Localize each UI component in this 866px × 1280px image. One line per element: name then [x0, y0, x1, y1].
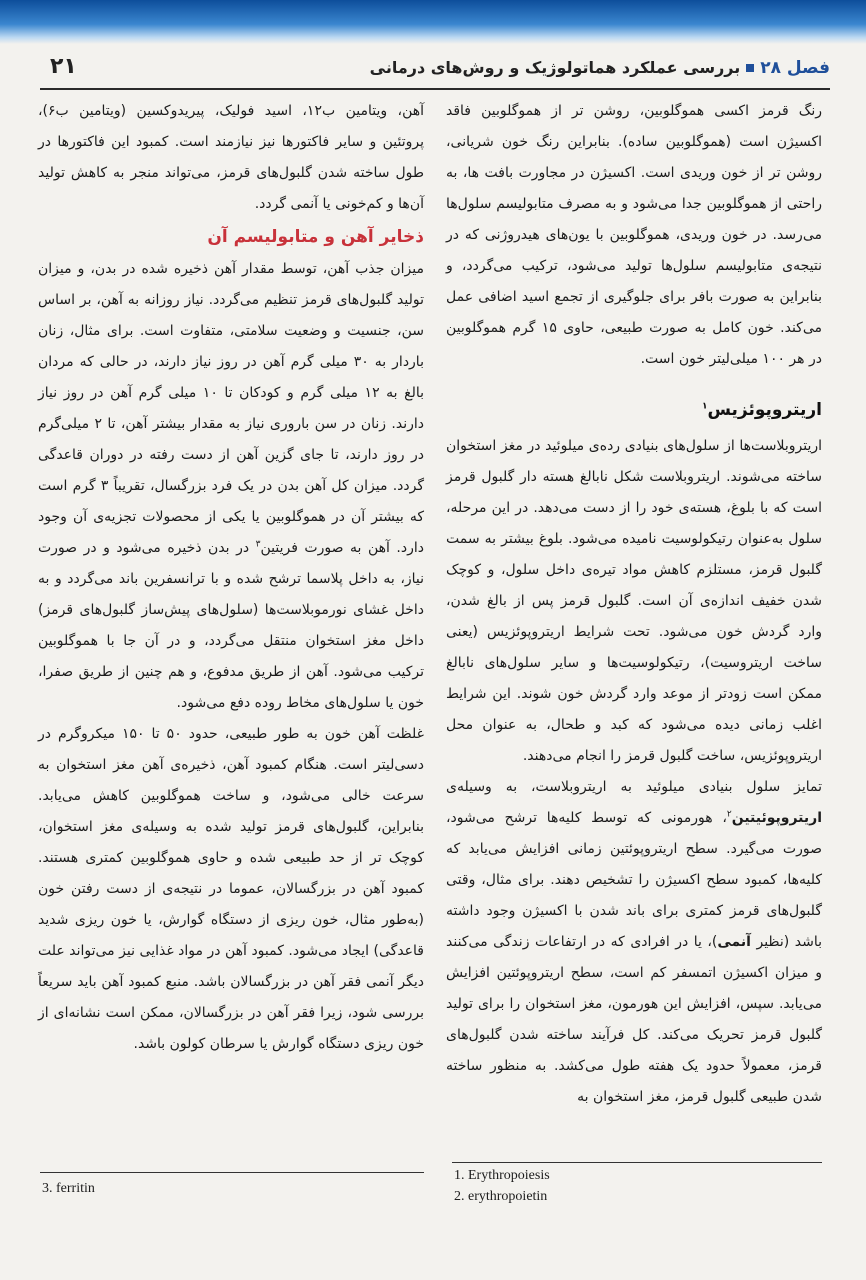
heading-text: اریتروپوئزیس — [707, 400, 822, 420]
paragraph: غلظت آهن خون به طور طبیعی، حدود ۵۰ تا ۱۵۰ میکروگرم در دسی‌لیتر است. هنگام کمبود آهن، ذخیره‌ی آهن مغز استخوان به سرعت خالی می‌شود، و ساخت هموگلوبین کاهش می‌یابد. بنابراین، گلبول‌های قرمز تولید شده به وسیله‌ی مغز استخوان، کوچک تر از حد طبیعی شده و حاوی هموگلوبین کمتری هستند. کمبود آهن در بزرگسالان، عموما در نتیجه‌ی از دست رفتن خون (به‌طور مثال، خون ریزی از دستگاه گوارش، یا خون ریزی شدید قاعدگی) ایجاد می‌شود. کمبود آهن در مواد غذایی نیز می‌تواند علت دیگر آنمی فقر آهن در بزرگسالان باشد. منبع کمبود آهن باید سریعاً بررسی شود، زیرا فقر آهن در بزرگسالان، ممکن است نشانه‌ای از خون ریزی دستگاه گوارش یا سرطان کولون باشد. — [38, 726, 424, 1052]
page-header — [40, 52, 830, 90]
paragraph: آهن، ویتامین ب۱۲، اسید فولیک، پیریدوکسین (ویتامین ب۶)، پروتئین و سایر فاکتورها نیز نیازمند است. کمبود این فاکتورها در طول ساخته شدن گلبول‌های قرمز، می‌تواند منجر به کاهش تولید آن‌ها و کم‌خونی یا آنمی گردد. — [38, 103, 424, 212]
chapter-label: فصل ۲۸ — [760, 58, 830, 78]
footnotes-left — [42, 1178, 95, 1199]
section-heading-iron-stores: ذخایر آهن و متابولیسم آن — [207, 227, 424, 247]
footnote-ref: ۲ — [726, 809, 732, 820]
footnote: 2. erythropoietin — [454, 1189, 548, 1204]
paragraph — [446, 772, 822, 1113]
paragraph — [38, 254, 424, 719]
footnote-ref: ۳ — [255, 539, 261, 550]
term-anemia: آنمی — [717, 934, 751, 950]
chapter-title: بررسی عملکرد هماتولوژیک و روش‌های درمانی — [369, 58, 741, 77]
footnote-ref: ۱ — [702, 401, 708, 412]
footnotes-right — [454, 1165, 550, 1207]
paragraph: رنگ قرمز اکسی هموگلوبین، روشن تر از هموگلوبین فاقد اکسیژن است (هموگلوبین ساده). بنابراین رنگ خون شریانی، روشن تر از خون وریدی است. اکسیژن در مجاورت بافت ها، به راحتی از هموگلوبین جدا می‌شود و به مصرف متابولیسم سلول‌ها می‌رسد. در خون وریدی، هموگلوبین با یون‌های هیدروژنی که در نتیجه‌ی متابولیسم سلول‌ها تولید می‌شود، ترکیب می‌گردد، و بنابراین به صورت بافر برای جلوگیری از تجمع اسید اضافی عمل می‌کند. خون کامل به صورت طبیعی، حاوی ۱۵ گرم هموگلوبین در هر ۱۰۰ میلی‌لیتر خون است. — [446, 103, 823, 367]
footnote-divider — [40, 1172, 424, 1173]
left-column — [38, 96, 424, 1060]
text-run: )، یا در افرادی که در ارتفاعات زندگی می‌کنند و میزان اکسیژن اتمسفر کم است، سطح اریتروپوئتین افزایش می‌یابد. سپس، افزایش این هورمون، مغز استخوان را برای تولید گلبول قرمز تحریک می‌کند. کل فرآیند ساخته شدن گلبول‌های قرمز، معمولاً حدود یک هفته طول می‌کشد. به منظور ساخته شدن طبیعی گلبول قرمز، مغز استخوان به — [446, 934, 822, 1105]
footnote: 1. Erythropoiesis — [454, 1168, 550, 1183]
text-run: تمایز سلول بنیادی میلوئید به اریتروبلاست، به وسیله‌ی — [446, 779, 822, 795]
chapter-header — [370, 58, 830, 78]
top-color-band — [0, 0, 866, 44]
right-column — [446, 96, 822, 1113]
page-number: ۲۱ — [50, 54, 77, 79]
footnote-divider — [452, 1162, 822, 1163]
text-run: در بدن ذخیره می‌شود و در صورت نیاز، به داخل پلاسما ترشح شده و با ترانسفرین باند می‌گردد و به داخل غشای نورموبلاست‌ها (سلول‌های پیش‌ساز گلبول‌های قرمز) داخل مغز استخوان منتقل می‌گردد، و در آن جا با هموگلوبین ترکیب می‌شود. آهن از طریق مدفوع، و هم چنین از طریق صفرا، خون یا سلول‌های مخاط روده دفع می‌شود. — [38, 540, 424, 711]
text-run: ، هورمونی که توسط کلیه‌ها ترشح می‌شود، صورت می‌گیرد. سطح اریتروپوئتین زمانی افزایش می‌یابد که کلیه‌ها، کمبود سطح اکسیژن را تشخیص دهند. برای مثال، وقتی گلبول‌های قرمز کمتری برای باند شدن با اکسیژن وجود داشته باشد (نظیر — [446, 810, 823, 950]
square-bullet-icon — [746, 64, 754, 72]
section-heading-erythropoiesis — [446, 393, 822, 427]
term-erythropoietin: اریتروپوئیتین — [731, 810, 822, 826]
text-run: میزان جذب آهن، توسط مقدار آهن ذخیره شده در بدن، و میزان تولید گلبول‌های قرمز تنظیم می‌گردد. نیاز روزانه به آهن، بر اساس سن، جنسیت و وضعیت سلامتی، متفاوت است. برای مثال، زنان باردار به ۳۰ میلی گرم آهن در روز نیاز دارند، در حالی که مردان بالغ به ۱۲ میلی گرم و کودکان تا ۱۰ میلی گرم آهن در روز نیاز دارند. زنان در سن باروری نیاز به مقدار بیشتر آهن، تا ۲ میلی‌گرم در روز دارند، تا جای گزین آهن از دست رفته در دوران قاعدگی گردد. میزان کل آهن بدن در یک فرد بزرگسال، تقریباً ۳ گرم است که بیشتر آن در هموگلوبین یا یکی از محصولات تجزیه‌ی آن وجود دارد. آهن به صورت فریتین — [38, 261, 425, 556]
paragraph: اریتروبلاست‌ها از سلول‌های بنیادی رده‌ی میلوئید در مغز استخوان ساخته می‌شوند. اریتروبلاست شکل نابالغ هسته دار گلبول قرمز است که با بلوغ، هسته‌ی خود را از دست می‌دهد. در این مرحله، سلول به‌عنوان رتیکولوسیت نامیده می‌شود. بلوغ بیشتر به سمت گلبول قرمز، مستلزم کاهش مواد تیره‌ی داخل سلول، و کوچک شدن خفیف اندازه‌ی آن است. گلبول قرمز پس از بالغ شدن، وارد گردش خون می‌شود. تحت شرایط اریتروپوئزیس (یعنی ساخت اریتروسیت)، رتیکولوسیت‌ها و سایر سلول‌های نابالغ ممکن است زودتر از موعد وارد گردش خون شوند. این شرایط اغلب زمانی دیده می‌شود که کبد و طحال، به عنوان محل اریتروپوئزیس، ساخت گلبول قرمز را انجام می‌دهند. — [446, 438, 822, 764]
footnote: 3. ferritin — [42, 1181, 95, 1196]
